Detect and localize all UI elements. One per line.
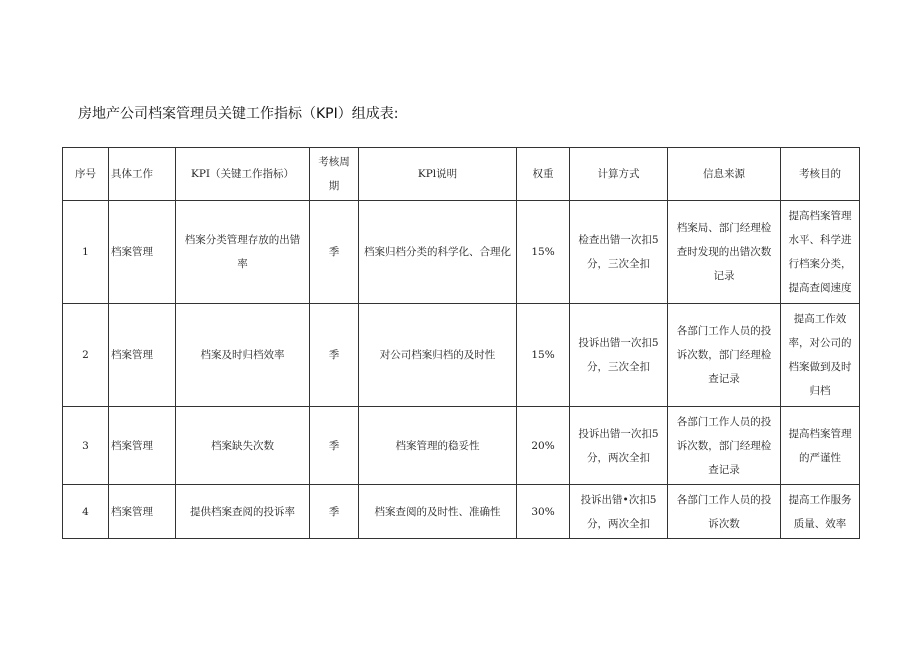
- cell-purpose: 提高档案管理水平、科学进行档案分类，提高查阅速度: [781, 201, 860, 304]
- cell-work: 档案管理: [109, 485, 176, 539]
- cell-work: 档案管理: [109, 304, 176, 407]
- cell-period: 季: [310, 407, 359, 485]
- header-kpi: KPI（关键工作指标）: [176, 148, 310, 201]
- cell-weight: 15%: [517, 201, 570, 304]
- table-row: [63, 407, 860, 485]
- header-purpose: 考核目的: [781, 148, 860, 201]
- cell-source: 各部门工作人员的投诉次数，部门经理检查记录: [668, 407, 781, 485]
- page-title: 房地产公司档案管理员关键工作指标（KPI）组成表:: [78, 106, 399, 122]
- cell-period: 季: [310, 485, 359, 539]
- cell-desc: 档案归档分类的科学化、合理化: [359, 201, 517, 304]
- cell-no: 2: [63, 304, 109, 407]
- table-row: [63, 485, 860, 539]
- cell-no: 4: [63, 485, 109, 539]
- cell-period: 季: [310, 201, 359, 304]
- cell-no: 3: [63, 407, 109, 485]
- table-row: [63, 201, 860, 304]
- cell-desc: 对公司档案归档的及时性: [359, 304, 517, 407]
- cell-calc: 投诉出错一次扣5分，三次全扣: [570, 304, 668, 407]
- cell-work: 档案管理: [109, 407, 176, 485]
- kpi-table: [62, 147, 860, 539]
- cell-calc: 投诉出错一次扣5分，两次全扣: [570, 407, 668, 485]
- cell-weight: 30%: [517, 485, 570, 539]
- cell-source: 档案局、部门经理检查时发现的出错次数记录: [668, 201, 781, 304]
- cell-desc: 档案查阅的及时性、准确性: [359, 485, 517, 539]
- cell-source: 各部门工作人员的投诉次数，部门经理检查记录: [668, 304, 781, 407]
- cell-desc: 档案管理的稳妥性: [359, 407, 517, 485]
- cell-kpi: 提供档案查阅的投诉率: [176, 485, 310, 539]
- cell-period: 季: [310, 304, 359, 407]
- table-row: [63, 304, 860, 407]
- header-desc: KPl说明: [359, 148, 517, 201]
- cell-calc: 投诉出错•次扣5分，两次全扣: [570, 485, 668, 539]
- cell-purpose: 提高工作服务质量、效率: [781, 485, 860, 539]
- header-weight: 权重: [517, 148, 570, 201]
- cell-kpi: 档案及时归档效率: [176, 304, 310, 407]
- cell-no: 1: [63, 201, 109, 304]
- cell-work: 档案管理: [109, 201, 176, 304]
- table-header-row: [63, 148, 860, 201]
- header-calc: 计算方式: [570, 148, 668, 201]
- cell-kpi: 档案分类管理存放的出错率: [176, 201, 310, 304]
- header-work: 具体工作: [109, 148, 176, 201]
- header-period: 考核周期: [310, 148, 359, 201]
- header-source: 信息来源: [668, 148, 781, 201]
- cell-purpose: 提高档案管理的严谨性: [781, 407, 860, 485]
- cell-weight: 20%: [517, 407, 570, 485]
- cell-calc: 检查出错一次扣5分，三次全扣: [570, 201, 668, 304]
- cell-weight: 15%: [517, 304, 570, 407]
- cell-kpi: 档案缺失次数: [176, 407, 310, 485]
- cell-source: 各部门工作人员的投诉次数: [668, 485, 781, 539]
- header-no: 序号: [63, 148, 109, 201]
- cell-purpose: 提高工作效率，对公司的档案做到及时归档: [781, 304, 860, 407]
